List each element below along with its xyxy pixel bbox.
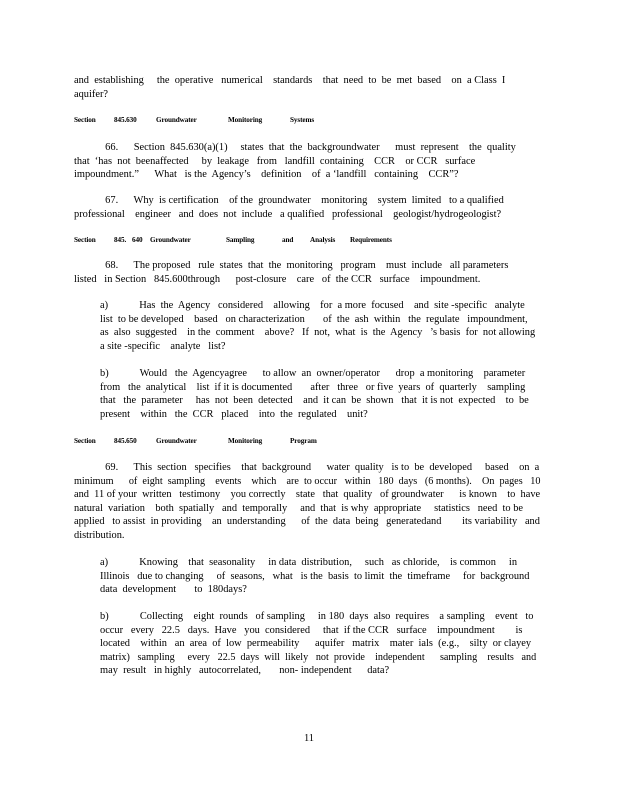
text-line: list to be developed based on characterization of the ash within the regulate impoundment,: [100, 313, 528, 325]
text-line: b) Would the Agencyagree to allow an owner/operator drop a monitoring parameter: [100, 368, 526, 379]
text-line: 66. Section 845.630(a)(1) states that the backgroundwater must represent the quality: [74, 142, 516, 153]
section-heading-845-630: [74, 116, 314, 124]
heading-word: Section: [74, 236, 96, 244]
text-line: and 11 of your written testimony you correctly state that quality of groundwater is known to have: [74, 489, 541, 501]
heading-word: Systems: [290, 116, 315, 124]
text-line: applied to assist in providing an understanding of the data being generatedand its variability and: [74, 516, 540, 528]
text-line: a) Knowing that seasonality in data distribution, such as chloride, is common in: [100, 557, 518, 568]
question-68: [74, 259, 540, 286]
heading-word: Section: [74, 437, 96, 445]
text-line: as also suggested in the comment above? If not, what is the Agency ’s basis for not allowing: [100, 327, 536, 339]
heading-word: Sampling: [226, 236, 255, 244]
text-line: that ‘has not beenaffected by leakage from landfill containing CCR or CCR surface: [74, 155, 476, 167]
heading-word: Groundwater: [156, 116, 197, 124]
text-line: 68. The proposed rule states that the monitoring program must include all parameters: [74, 260, 509, 271]
heading-word: 640: [132, 236, 143, 244]
page-number: 11: [303, 733, 315, 744]
question-67: [74, 194, 540, 221]
text-line: distribution.: [74, 529, 125, 541]
heading-word: Groundwater: [156, 437, 197, 445]
section-heading-845-640: [74, 236, 392, 244]
heading-word: Section: [74, 116, 96, 124]
question-69: [74, 461, 540, 543]
text-line: matrix) sampling every 22.5 days will likely not provide independent sampling results and: [100, 651, 537, 663]
heading-word: Groundwater: [150, 236, 191, 244]
text-line: natural variation both spatially and temporally and that is why appropriate statistics need to be: [74, 502, 523, 514]
text-line: 67. Why is certification of the groundwater monitoring system limited to a qualified: [74, 195, 504, 206]
heading-word: Analysis: [310, 236, 336, 244]
heading-word: 845.: [114, 236, 127, 244]
question-66: [74, 141, 540, 182]
text-line: data development to 180days?: [100, 584, 247, 596]
text-line: from the analytical list if it is documented after three or five years of quarterly sampling: [100, 381, 526, 393]
heading-word: Monitoring: [228, 116, 263, 124]
text-line: may result in highly autocorrelated, non- independent data?: [100, 665, 390, 677]
text-line: aquifer?: [74, 88, 109, 100]
question-69b: [100, 610, 536, 678]
text-line: that the parameter has not been detected and it can be shown that it is not expected to be: [100, 395, 529, 407]
text-line: a) Has the Agency considered allowing for a more focused and site -specific analyte: [100, 300, 525, 311]
text-line: 69. This section specifies that background water quality is to be developed based on a: [74, 462, 540, 473]
text-line: a site -specific analyte list?: [100, 340, 226, 352]
question-68a: [100, 299, 536, 353]
text-line: impoundment.” What is the Agency’s definition of a ‘landfill containing CCR”?: [74, 169, 459, 181]
intro-paragraph: [74, 74, 540, 101]
question-68b: [100, 367, 536, 421]
heading-word: 845.650: [114, 437, 137, 445]
text-line: present within the CCR placed into the regulated unit?: [100, 408, 368, 420]
heading-word: and: [282, 236, 294, 244]
text-line: and establishing the operative numerical standards that need to be met based on a Class I: [74, 75, 506, 86]
text-line: professional engineer and does not include a qualified professional geologist/hydrogeologist?: [74, 208, 502, 220]
section-heading-845-650: [74, 437, 317, 445]
text-line: b) Collecting eight rounds of sampling in 180 days also requires a sampling event to: [100, 611, 534, 622]
text-line: Illinois due to changing of seasons, what is the basis to limit the timeframe for background: [100, 570, 530, 582]
heading-word: Monitoring: [228, 437, 263, 445]
text-line: minimum of eight sampling events which are to occur within 180 days (6 months). On pages 10: [74, 475, 541, 487]
text-line: located within an area of low permeability aquifer matrix mater ials (e.g., silty or clayey: [100, 638, 532, 650]
text-line: listed in Section 845.600through post-closure care of the CCR surface impoundment.: [74, 273, 481, 285]
heading-word: Requirements: [350, 236, 392, 244]
heading-word: 845.630: [114, 116, 137, 124]
question-69a: [100, 556, 536, 597]
heading-word: Program: [290, 437, 317, 445]
text-line: occur every 22.5 days. Have you considered that if the CCR surface impoundment is: [100, 624, 523, 636]
